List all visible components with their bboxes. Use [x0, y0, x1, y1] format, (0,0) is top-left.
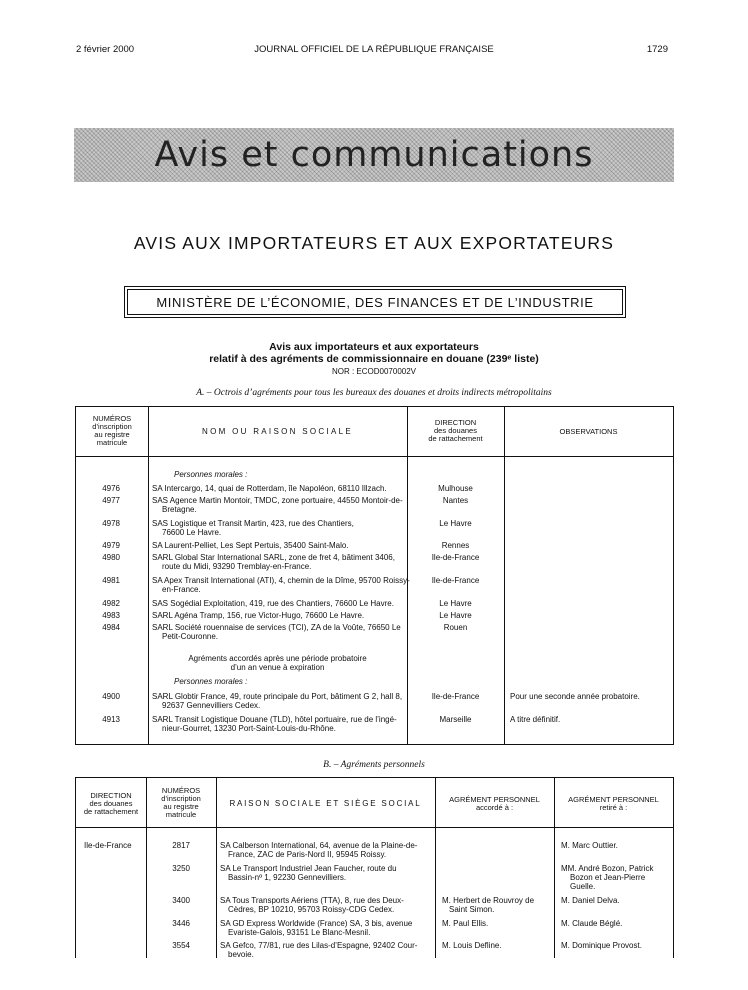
row-direction: Ile-de-France [431, 692, 480, 701]
page-date: 2 février 2000 [76, 44, 135, 55]
row-raison: Cèdres, BP 10210, 95703 Roissy-CDG Cedex. [228, 905, 395, 914]
header-numeros-b-l1: NUMÉROS [161, 786, 201, 795]
row-raison: SA Gefco, 77/81, rue des Lilas-d’Espagne, 92402 Cour- [220, 941, 418, 950]
row-raison: SA Calberson International, 64, avenue de la Plaine-de- [220, 841, 418, 850]
group-label: Personnes morales : [174, 470, 248, 479]
row-accorde: Saint Simon. [449, 905, 495, 914]
row-direction: Le Havre [439, 611, 472, 620]
notice-title-line2: relatif à des agréments de commissionnaire en douane (239ᵉ liste) [209, 353, 539, 365]
row-name: SARL Global Star International SARL, zone de fret 4, bâtiment 3406, [152, 553, 395, 562]
header-nom: NOM OU RAISON SOCIALE [202, 427, 353, 436]
row-number: 4976 [102, 484, 120, 493]
row-retire: M. Dominique Provost. [561, 941, 642, 950]
row-direction: Rennes [441, 541, 470, 550]
row-retire: Bozon et Jean-Pierre [570, 873, 646, 882]
row-number: 4980 [102, 553, 120, 562]
row-direction: Ile-de-France [431, 553, 480, 562]
group-label-2: Personnes morales : [174, 677, 248, 686]
header-retire-l1: AGRÉMENT PERSONNEL [568, 795, 659, 804]
row-name: SA Laurent-Pelliet, Les Sept Pertuis, 35400 Saint-Malo. [152, 541, 349, 550]
header-direction-b [76, 792, 146, 816]
section-b-title: B. – Agréments personnels [323, 760, 425, 770]
header-raison: RAISON SOCIALE ET SIÈGE SOCIAL [229, 799, 422, 808]
row-name: SARL Transit Logistique Douane (TLD), hôtel portuaire, rue de l’ingé- [152, 715, 397, 724]
table-b [75, 777, 674, 958]
row-observation: A titre définitif. [510, 715, 561, 724]
section-heading: AVIS AUX IMPORTATEURS ET AUX EXPORTATEURS [133, 233, 615, 253]
row-name: SA Intercargo, 14, quai de Rotterdam, île Napoléon, 68110 Illzach. [152, 484, 387, 493]
row-direction: Le Havre [439, 519, 472, 528]
row-name: SARL Agéna Tramp, 156, rue Victor-Hugo, 76600 Le Havre. [152, 611, 365, 620]
table-a [75, 406, 674, 745]
row-number: 3250 [172, 864, 190, 873]
row-name: SARL Société rouennaise de services (TCI), ZA de la Voûte, 76650 Le [152, 623, 401, 632]
row-number: 3446 [172, 919, 190, 928]
header-accorde-l2: accordé à : [475, 803, 514, 812]
header-accorde-l1: AGRÉMENT PERSONNEL [449, 795, 540, 804]
section-banner [74, 128, 674, 182]
row-direction: Nantes [442, 496, 469, 505]
nor-reference: NOR : ECOD0070002V [331, 367, 417, 376]
row-name: SAS Sogédial Exploitation, 419, rue des Chantiers, 76600 Le Havre. [152, 599, 394, 608]
row-retire: M. Claude Béglé. [561, 919, 623, 928]
row-raison: SA Tous Transports Aériens (TTA), 8, rue des Deux- [220, 896, 404, 905]
header-numeros-l1: NUMÉROS [92, 414, 132, 423]
subheading-l1: Agréments accordés après une période probatoire [188, 654, 367, 663]
row-direction: Marseille [439, 715, 472, 724]
row-name: SA Apex Transit International (ATI), 4, chemin de la Dîme, 95700 Roissy- [152, 576, 410, 585]
row-raison: Evariste-Galois, 93151 Le Blanc-Mesnil. [228, 928, 371, 937]
row-number: 4977 [102, 496, 120, 505]
section-a-title: A. – Octrois d’agréments pour tous les bureaux des douanes et droits indirects métropolitains [196, 388, 552, 398]
header-direction-l1: DIRECTION [434, 418, 477, 427]
row-name: SARL Globtir France, 49, route principale du Port, bâtiment G 2, hall 8, [152, 692, 403, 701]
row-number: 3400 [172, 896, 190, 905]
header-direction-l3: de rattachement [428, 434, 483, 443]
row-number: 2817 [172, 841, 190, 850]
row-number: 4984 [102, 623, 120, 632]
row-name: 76600 Le Havre. [162, 528, 222, 537]
ministry-name: MINISTÈRE DE L’ÉCONOMIE, DES FINANCES ET DE L’INDUSTRIE [156, 294, 594, 310]
row-name: SAS Logistique et Transit Martin, 423, rue des Chantiers, [152, 519, 354, 528]
header-numeros-b-l2: d’inscription [161, 794, 201, 803]
row-direction: Ile-de-France [431, 576, 480, 585]
header-direction-b-l1: DIRECTION [90, 791, 132, 800]
row-name: nieur-Gourret, 13230 Port-Saint-Louis-du-Rhône. [162, 724, 336, 733]
header-retire-l2: retiré à : [599, 803, 628, 812]
row-name: en-France. [162, 585, 201, 594]
journal-title: JOURNAL OFFICIEL DE LA RÉPUBLIQUE FRANÇAISE [254, 44, 494, 55]
row-number: 4900 [102, 692, 120, 701]
row-retire: M. Marc Outtier. [561, 841, 618, 850]
row-accorde: M. Paul Ellis. [442, 919, 489, 928]
header-numeros-b [146, 787, 216, 819]
row-number: 3554 [172, 941, 190, 950]
header-numeros [76, 415, 148, 447]
row-retire: M. Daniel Delva. [561, 896, 620, 905]
row-number: 4981 [102, 576, 120, 585]
notice-title-line1: Avis aux importateurs et aux exportateurs [269, 341, 479, 353]
row-name: route du Midi, 93290 Tremblay-en-France. [162, 562, 312, 571]
header-direction-b-l2: des douanes [89, 799, 133, 808]
row-direction: Rouen [443, 623, 468, 632]
page-number: 1729 [646, 44, 668, 55]
row-raison: Bassin-nº 1, 92230 Gennevilliers. [228, 873, 347, 882]
header-numeros-l4: matricule [96, 438, 128, 447]
header-observations: OBSERVATIONS [559, 427, 618, 436]
row-direction: Mulhouse [438, 484, 473, 493]
row-number: 4913 [102, 715, 120, 724]
row-raison: bevoie. [228, 950, 254, 959]
row-number: 4983 [102, 611, 120, 620]
header-direction-b-l3: de rattachement [83, 807, 139, 816]
subheading-l2: d’un an venue à expiration [230, 663, 325, 672]
direction-value: Ile-de-France [84, 841, 132, 850]
row-name: 92637 Gennevilliers Cedex. [162, 701, 261, 710]
row-number: 4982 [102, 599, 120, 608]
row-retire: Guelle. [570, 882, 596, 891]
header-numeros-l3: au registre [94, 430, 130, 439]
header-numeros-b-l4: matricule [165, 810, 197, 819]
header-direction-l2: des douanes [434, 426, 477, 435]
row-retire: MM. André Bozon, Patrick [561, 864, 654, 873]
row-observation: Pour une seconde année probatoire. [510, 692, 640, 701]
header-numeros-l2: d’inscription [92, 422, 132, 431]
row-name: SAS Agence Martin Montoir, TMDC, zone portuaire, 44550 Montoir-de- [152, 496, 403, 505]
row-name: Bretagne. [162, 505, 197, 514]
header-accorde [435, 796, 554, 812]
header-retire [554, 796, 673, 812]
row-accorde: M. Herbert de Rouvroy de [442, 896, 535, 905]
row-number: 4979 [102, 541, 120, 550]
row-number: 4978 [102, 519, 120, 528]
row-raison: SA GD Express Worldwide (France) SA, 3 bis, avenue [220, 919, 413, 928]
row-raison: France, ZAC de Paris-Nord II, 95945 Roissy. [228, 850, 387, 859]
row-name: Petit-Couronne. [162, 632, 219, 641]
ministry-box [127, 289, 623, 315]
banner-title: Avis et communications [154, 135, 594, 175]
row-accorde: M. Louis Defline. [442, 941, 502, 950]
row-raison: SA Le Transport Industriel Jean Faucher, route du [220, 864, 397, 873]
row-direction: Le Havre [439, 599, 472, 608]
header-numeros-b-l3: au registre [163, 802, 199, 811]
header-direction [407, 419, 504, 443]
